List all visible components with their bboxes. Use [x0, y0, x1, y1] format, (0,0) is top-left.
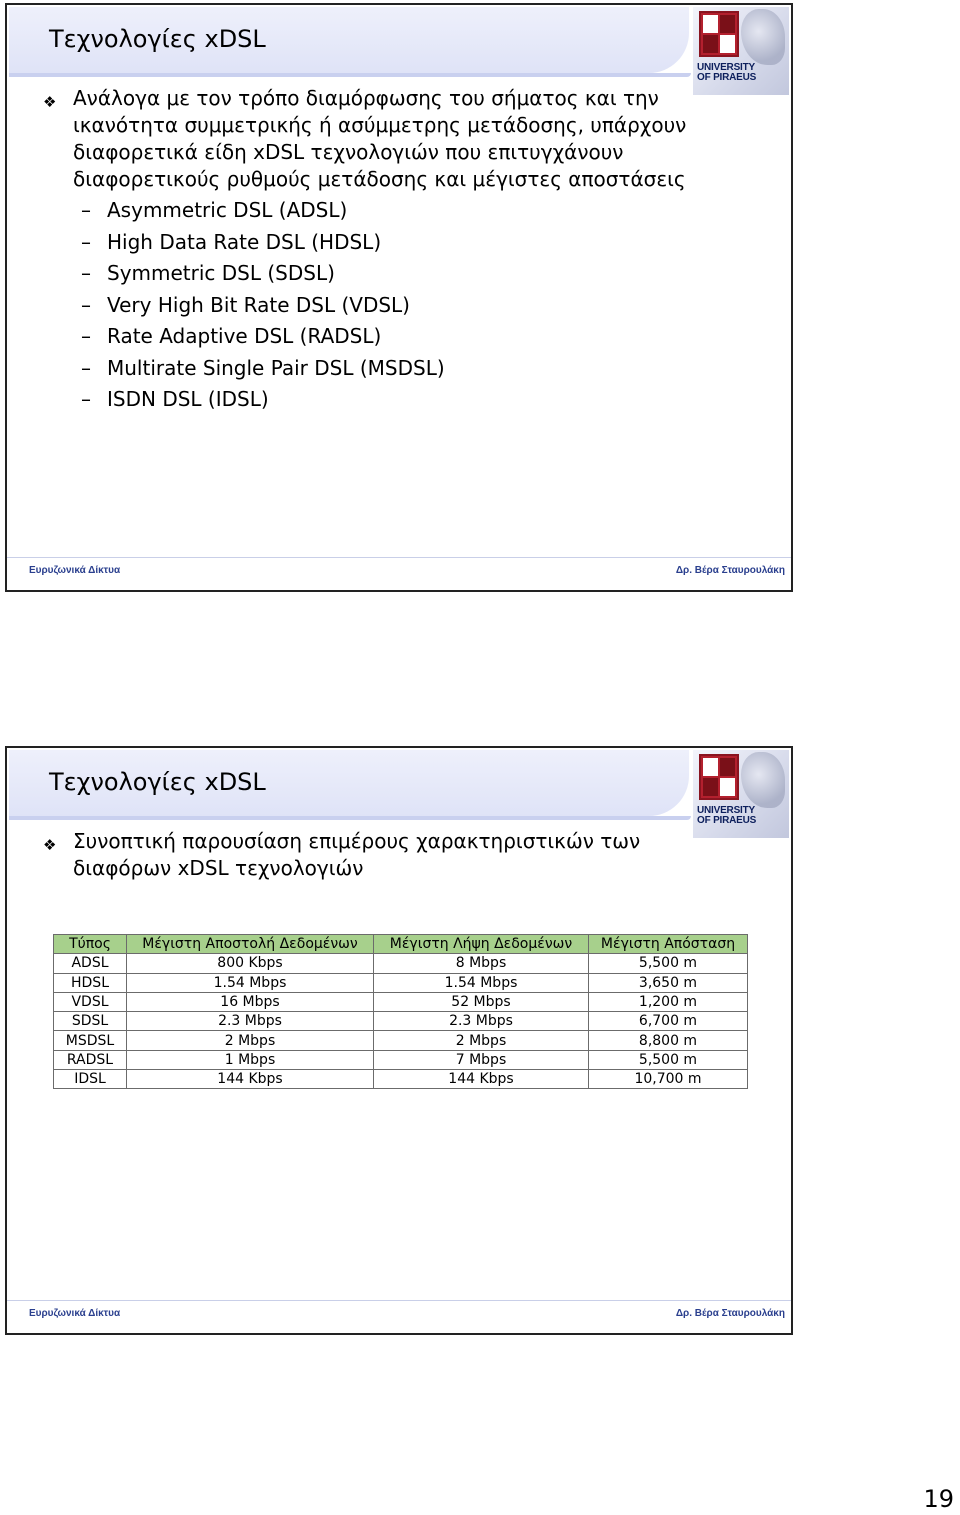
sub-item-text: High Data Rate DSL (HDSL)	[107, 229, 382, 254]
table-cell: MSDSL	[54, 1031, 127, 1050]
slide-title: Τεχνολογίες xDSL	[49, 768, 266, 796]
table-cell: 800 Kbps	[127, 954, 374, 973]
logo-face-icon	[741, 752, 785, 808]
table-cell: 3,650 m	[589, 973, 748, 992]
sub-list-item	[37, 290, 717, 322]
logo-text-line1: UNIVERSITY	[697, 805, 756, 816]
page-number: 19	[923, 1485, 954, 1513]
dash-bullet-icon: –	[81, 292, 91, 317]
table-cell: IDSL	[54, 1070, 127, 1089]
table-cell: 1 Mbps	[127, 1050, 374, 1069]
logo-text-line2: OF PIRAEUS	[697, 815, 757, 826]
column-header: Μέγιστη Απόσταση	[589, 935, 748, 954]
footer-divider	[7, 557, 791, 558]
table-row	[54, 973, 748, 992]
table-cell: SDSL	[54, 1012, 127, 1031]
column-header: Μέγιστη Αποστολή Δεδομένων	[127, 935, 374, 954]
sub-list-item	[37, 227, 717, 259]
table-cell: 1,200 m	[589, 992, 748, 1011]
table-cell: 2.3 Mbps	[127, 1012, 374, 1031]
sub-item-text: Asymmetric DSL (ADSL)	[107, 198, 348, 222]
university-logo	[693, 750, 789, 838]
table-row	[54, 1050, 748, 1069]
column-header: Μέγιστη Λήψη Δεδομένων	[374, 935, 589, 954]
sub-list-item	[37, 353, 717, 385]
university-logo	[693, 7, 789, 95]
table-cell: 1.54 Mbps	[374, 973, 589, 992]
dash-bullet-icon: –	[81, 355, 91, 380]
table-cell: 2 Mbps	[127, 1031, 374, 1050]
table-cell: 5,500 m	[589, 1050, 748, 1069]
table-row	[54, 1031, 748, 1050]
table-cell: 10,700 m	[589, 1070, 748, 1089]
table-cell: 1.54 Mbps	[127, 973, 374, 992]
table-cell: 2 Mbps	[374, 1031, 589, 1050]
dash-bullet-icon: –	[81, 324, 91, 348]
logo-shield-icon	[699, 754, 739, 800]
table-cell: RADSL	[54, 1050, 127, 1069]
slide-title: Τεχνολογίες xDSL	[49, 25, 266, 53]
sub-list-item	[37, 321, 717, 353]
footer-course: Ευρυζωνικά Δίκτυα	[29, 565, 121, 576]
column-header: Τύπος	[54, 935, 127, 954]
table-cell: 144 Kbps	[127, 1070, 374, 1089]
table-cell: 52 Mbps	[374, 992, 589, 1011]
footer-divider	[7, 1300, 791, 1301]
table-cell: 7 Mbps	[374, 1050, 589, 1069]
dash-bullet-icon: –	[81, 198, 91, 222]
table-row	[54, 992, 748, 1011]
logo-text-line1: UNIVERSITY	[697, 62, 756, 73]
table-cell: VDSL	[54, 992, 127, 1011]
sub-item-text: Very High Bit Rate DSL (VDSL)	[107, 292, 410, 317]
logo-shield-icon	[699, 11, 739, 57]
logo-text-line2: OF PIRAEUS	[697, 72, 757, 83]
dash-bullet-icon: –	[81, 229, 91, 254]
bullet-text: Ανάλογα με τον τρόπο διαμόρφωσης του σήματος και την ικανότητα συμμετρικής ή ασύμμετρης μετάδοσης, υπάρχουν διαφορετικά είδη xDSL τεχνολογιών που επιτυγχάνουν διαφορετικούς ρυθμούς μετάδοσης και μέγιστες αποστάσεις	[73, 86, 687, 191]
title-bar	[9, 7, 689, 73]
logo-text	[697, 63, 756, 83]
footer-course: Ευρυζωνικά Δίκτυα	[29, 1308, 121, 1319]
bullet-text: Συνοπτική παρουσίαση επιμέρους χαρακτηριστικών των διαφόρων xDSL τεχνολογιών	[73, 829, 641, 880]
table-cell: 2.3 Mbps	[374, 1012, 589, 1031]
bullet-item	[37, 85, 717, 193]
footer-author: Δρ. Βέρα Σταυρουλάκη	[675, 565, 785, 576]
sub-list-item	[37, 384, 717, 416]
logo-text	[697, 806, 756, 826]
sub-item-text: Multirate Single Pair DSL (MSDSL)	[107, 355, 445, 380]
table-cell: 16 Mbps	[127, 992, 374, 1011]
table-row	[54, 1012, 748, 1031]
slide-body	[37, 828, 717, 882]
table-row	[54, 954, 748, 973]
xdsl-comparison-table	[53, 934, 748, 1089]
slide-body	[37, 85, 717, 416]
title-bar	[9, 750, 689, 816]
sub-item-text: Rate Adaptive DSL (RADSL)	[107, 324, 382, 348]
sub-list	[37, 195, 717, 416]
slide-1	[5, 3, 793, 592]
sub-item-text: ISDN DSL (IDSL)	[107, 387, 269, 411]
logo-face-icon	[741, 9, 785, 65]
table-row	[54, 1070, 748, 1089]
footer-author: Δρ. Βέρα Σταυρουλάκη	[675, 1308, 785, 1319]
table-cell: 8 Mbps	[374, 954, 589, 973]
diamond-bullet-icon: ❖	[43, 836, 57, 854]
diamond-bullet-icon: ❖	[43, 93, 57, 111]
table-cell: ADSL	[54, 954, 127, 973]
dash-bullet-icon: –	[81, 261, 91, 285]
slide-2	[5, 746, 793, 1335]
sub-item-text: Symmetric DSL (SDSL)	[107, 261, 335, 285]
dash-bullet-icon: –	[81, 387, 91, 411]
table-cell: 8,800 m	[589, 1031, 748, 1050]
table-cell: 5,500 m	[589, 954, 748, 973]
table-cell: HDSL	[54, 973, 127, 992]
bullet-item	[37, 828, 717, 882]
sub-list-item	[37, 195, 717, 227]
sub-list-item	[37, 258, 717, 290]
table-header-row	[54, 935, 748, 954]
table-cell: 6,700 m	[589, 1012, 748, 1031]
table-cell: 144 Kbps	[374, 1070, 589, 1089]
